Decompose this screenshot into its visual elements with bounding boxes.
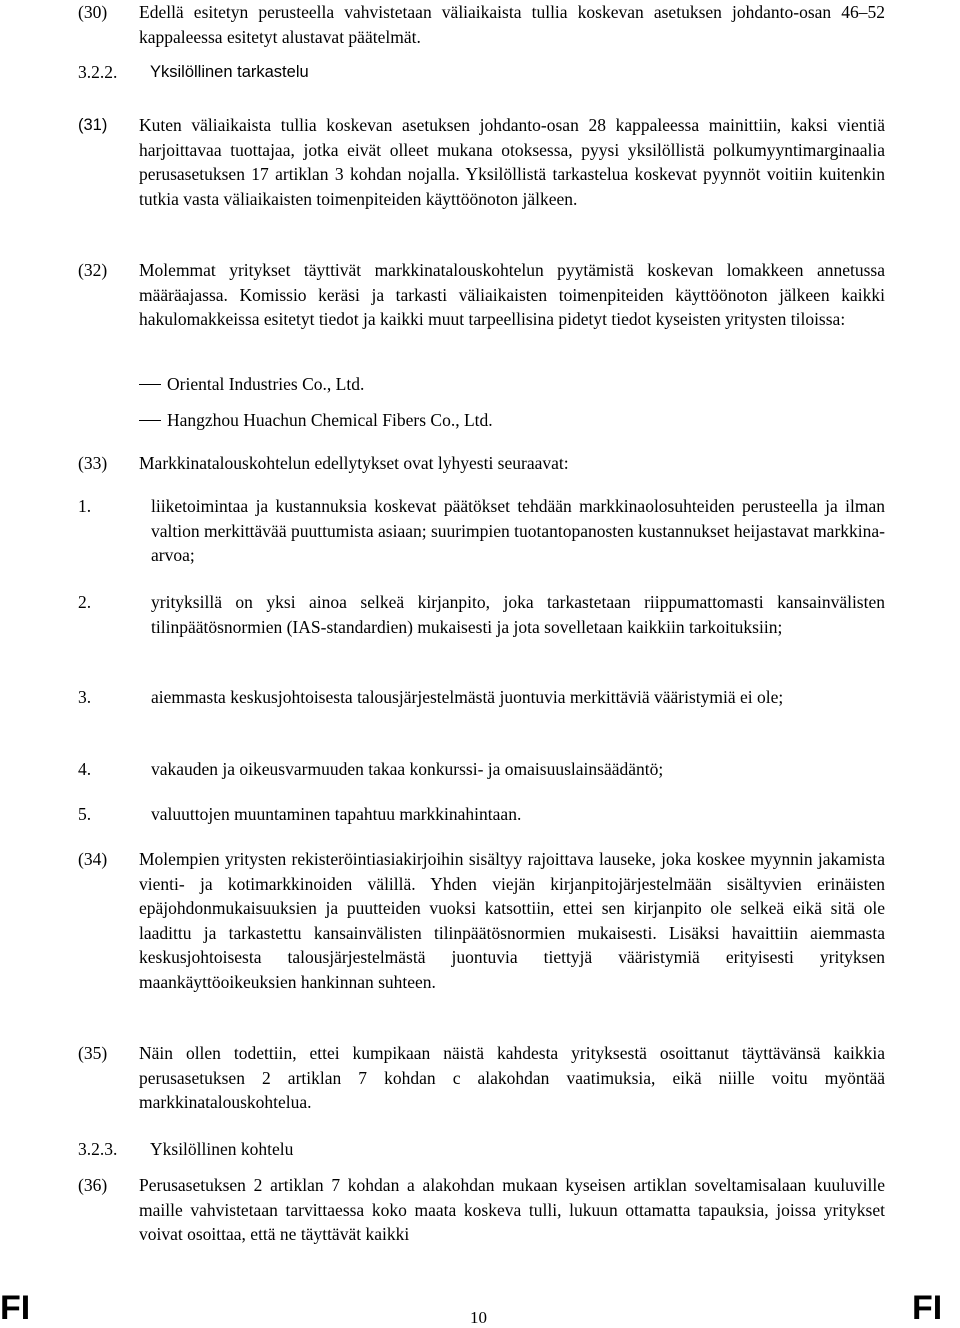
paragraph-number: (32)	[78, 260, 108, 280]
company-list-item: Hangzhou Huachun Chemical Fibers Co., Ltd.	[139, 408, 493, 433]
language-code-left: FI	[0, 1289, 31, 1327]
criterion-number: 4.	[78, 759, 92, 779]
paragraph-number: (31)	[78, 116, 108, 134]
paragraph-number: (34)	[78, 849, 108, 869]
paragraph-text: Molempien yritysten rekisteröintiasiakirjoihin sisältyy rajoittava lauseke, joka koskee myynnin jakamista vienti- ja kotimarkkinoiden välillä. Yhden viejän kirjanpitojärjestelmään sisältyvien erinäisten epäjohdonmukaisuuksien ja puutteiden vuoksi katsottiin, ettei sen kirjanpito ole selkeä eikä sitä ole laadittu ja tarkastettu kansainvälisten tilinpäätösnormien mukaisesti. Lisäksi havaittiin aiemmasta keskusjohtoisesta talousjärjestelmästä juontuvia tiettyjä vääristymiä erityisesti yrityksen maankäyttöoikeuksien hankinnan suhteen.	[139, 849, 885, 992]
section-title: Yksilöllinen tarkastelu	[150, 63, 309, 81]
language-code-right: FI	[912, 1289, 943, 1327]
criterion-text: aiemmasta keskusjohtoisesta talousjärjestelmästä juontuvia merkittäviä vääristymiä ei ole;	[151, 687, 784, 707]
criterion-number: 3.	[78, 687, 92, 707]
paragraph-text: Kuten väliaikaista tullia koskevan asetuksen johdanto-osan 28 kappaleessa mainittiin, kaksi vientiä harjoittavaa tuottajaa, jotka eivät olleet mukana otoksessa, pyysi yksilöllistä polkumyyntimarginaalia perusasetuksen 17 artiklan 3 kohdan nojalla. Yksilöllistä tarkastelua koskevat pyynnöt voitiin kuitenkin tutkia vasta väliaikaisten toimenpiteiden käyttöönoton jälkeen.	[139, 115, 885, 209]
section-title: Yksilöllinen kohtelu	[150, 1139, 294, 1159]
criterion-text: liiketoimintaa ja kustannuksia koskevat päätökset tehdään markkinaolosuhteiden perusteella ja ilman valtion merkittävää puuttumista asiaan; suurimpien tuotantopanosten kustannukset heijastavat markkina-arvoa;	[151, 496, 885, 565]
criterion-text: vakauden ja oikeusvarmuuden takaa konkurssi- ja omaisuuslainsäädäntö;	[151, 759, 664, 779]
paragraph-number: (35)	[78, 1043, 108, 1063]
paragraph-number: (30)	[78, 2, 108, 22]
paragraph-number: (33)	[78, 453, 108, 473]
page-number: 10	[470, 1308, 487, 1327]
paragraph-text: Edellä esitetyn perusteella vahvistetaan väliaikaista tullia koskevan asetuksen johdanto-osan 46–52 kappaleessa esitetyt alustavat päätelmät.	[139, 2, 885, 47]
paragraph-text: Molemmat yritykset täyttivät markkinatalouskohtelun pyytämistä koskevan lomakkeen annetussa määräajassa. Komissio keräsi ja tarkasti väliaikaisten toimenpiteiden käyttöönoton jälkeen kaikki hakulomakkeissa esitetyt tiedot ja kaikki muut tarpeellisina pidetyt tiedot kyseisten yritysten tiloissa:	[139, 260, 885, 329]
criterion-number: 5.	[78, 804, 92, 824]
criterion-text: valuuttojen muuntaminen tapahtuu markkinahintaan.	[151, 804, 522, 824]
paragraph-text: Markkinatalouskohtelun edellytykset ovat lyhyesti seuraavat:	[139, 453, 569, 473]
paragraph-text: Näin ollen todettiin, ettei kumpikaan näistä kahdesta yrityksestä osoittanut täyttävänsä kaikkia perusasetuksen 2 artiklan 7 kohdan c alakohdan vaatimuksia, eikä niille voitu myöntää markkinatalouskohtelua.	[139, 1043, 885, 1112]
criterion-text: yrityksillä on yksi ainoa selkeä kirjanpito, joka tarkastetaan riippumattomasti kansainvälisten tilinpäätösnormien (IAS-standardien) mukaisesti ja jota sovelletaan kaikkiin tarkoituksiin;	[151, 592, 885, 637]
criterion-number: 2.	[78, 592, 92, 612]
company-list-item: Oriental Industries Co., Ltd.	[139, 372, 364, 397]
section-number: 3.2.2.	[78, 62, 118, 82]
criterion-number: 1.	[78, 496, 92, 516]
section-number: 3.2.3.	[78, 1139, 118, 1159]
paragraph-text: Perusasetuksen 2 artiklan 7 kohdan a alakohdan mukaan kyseisen artiklan soveltamisalaan kuuluville maille vahvistetaan tarvittaessa koko maata koskeva tulli, lukuun ottamatta tapauksia, joissa yritykset voivat osoittaa, että ne täyttävät kaikki	[139, 1175, 885, 1244]
paragraph-number: (36)	[78, 1175, 108, 1195]
